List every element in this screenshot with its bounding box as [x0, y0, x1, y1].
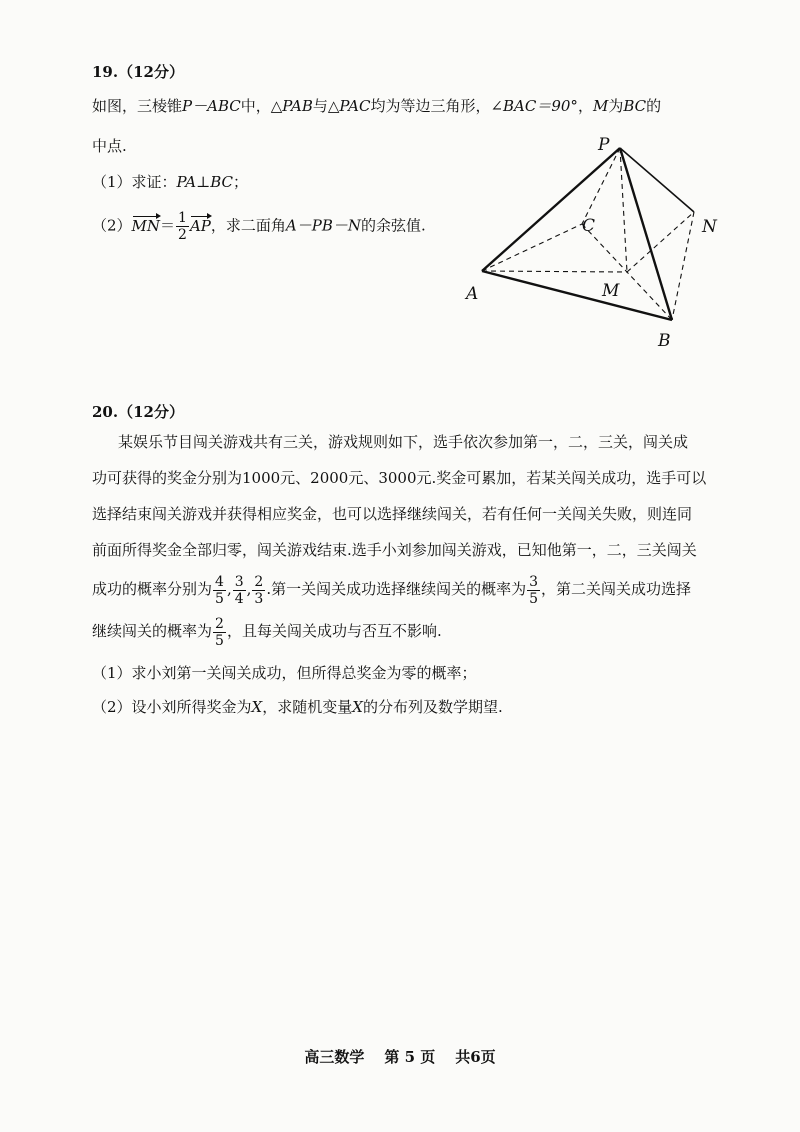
label-m: M — [602, 281, 620, 301]
edge-ab — [482, 271, 672, 320]
q20-text: .第一关闯关成功选择继续闯关的概率为 — [266, 580, 527, 598]
q19-stem-text: 如图，三棱锥 — [92, 97, 183, 115]
q19-segment-bc: BC — [623, 97, 647, 115]
fraction-c1: $\frac{3}{5}$ — [529, 573, 539, 607]
q19-stem-text: 与△ — [312, 97, 340, 115]
q19-part2-text: 的余弦值. — [361, 216, 426, 235]
q19-stem-text: ， — [577, 97, 593, 115]
fraction-p3: $\frac{2}{3}$ — [254, 573, 264, 607]
dihedral-angle: A－PB－N — [285, 216, 361, 235]
q19-part1-end: ； — [232, 173, 248, 191]
page-footer — [0, 1046, 800, 1067]
q19-stem-text: 均为等边三角形，∠ — [370, 97, 504, 115]
separator: , — [246, 580, 252, 598]
footer-subject: 高三数学 — [304, 1048, 365, 1066]
footer-page-number: 第 5 页 — [384, 1048, 436, 1066]
label-a: A — [466, 284, 479, 304]
q20-text: ，第二关闯关成功选择 — [541, 580, 692, 598]
edge-ac — [482, 224, 582, 271]
edge-pa — [482, 148, 620, 271]
edge-mn — [627, 212, 694, 272]
separator: , — [226, 580, 232, 598]
q19-stem-text: 中，△ — [240, 97, 283, 115]
q20-text: 成功的概率分别为 — [92, 580, 213, 598]
equals-sign: ＝ — [160, 216, 176, 235]
edge-pn — [620, 148, 694, 212]
q19-part1-label: （1）求证： — [92, 173, 177, 191]
variable-x: X — [251, 698, 263, 716]
q19-triangle-pac: PAC — [339, 97, 371, 115]
variable-x: X — [352, 698, 363, 716]
q19-header: 19.（12分） — [92, 63, 184, 81]
q19-stem-line2: 中点. — [92, 137, 127, 155]
q20-part2 — [92, 697, 503, 717]
label-c: C — [582, 216, 596, 236]
q19-part1 — [92, 172, 248, 192]
q19-stem-text: 为 — [608, 97, 624, 115]
q19-pyramid-name: P－ABC — [182, 97, 241, 115]
q19-part2-text: ，求二面角 — [210, 216, 286, 235]
vector-mn: MN — [131, 216, 161, 235]
q19-stem-text: 的 — [646, 97, 662, 115]
q19-stem-line1 — [92, 96, 661, 116]
pyramid-figure — [462, 128, 732, 358]
fraction-p1: $\frac{4}{5}$ — [215, 573, 224, 607]
q20-part2-text: 的分布列及数学期望. — [362, 698, 503, 716]
q20-line6 — [92, 614, 442, 649]
edge-pb — [620, 148, 672, 320]
q19-triangle-pab: PAB — [282, 97, 313, 115]
fraction-c2: $\frac{2}{5}$ — [215, 615, 224, 649]
q20-header: 20.（12分） — [92, 403, 184, 421]
footer-total-pages: 共6页 — [455, 1048, 496, 1066]
q20-part2-text: ，求随机变量 — [262, 698, 353, 716]
q20-line5 — [92, 572, 691, 607]
label-b: B — [658, 331, 671, 351]
q20-line2: 功可获得的奖金分别为1000元、2000元、3000元.奖金可累加，若某关闯关成功，选手可以 — [92, 469, 707, 487]
q19-point-m: M — [592, 97, 609, 115]
q20-line3: 选择结束闯关游戏并获得相应奖金，也可以选择继续闯关，若有任何一关闯关失败，则连同 — [92, 505, 693, 523]
q20-part1: （1）求小刘第一关闯关成功，但所得总奖金为零的概率； — [92, 664, 477, 682]
q20-text: 继续闯关的概率为 — [92, 622, 213, 640]
edge-am — [482, 271, 627, 272]
q19-part2-label: （2） — [92, 216, 132, 235]
vector-ap: AP — [189, 216, 211, 235]
q20-text: ，且每关闯关成功与否互不影响. — [226, 622, 442, 640]
q19-part1-math: PA⊥BC — [176, 173, 233, 191]
q19-angle-bac: BAC＝90° — [503, 97, 578, 115]
fraction-one-half: $\frac{1}{2}$ — [178, 210, 187, 243]
fraction-p2: $\frac{3}{4}$ — [234, 573, 244, 607]
q20-line4: 前面所得奖金全部归零，闯关游戏结束.选手小刘参加闯关游戏，已知他第一，二，三关闯关 — [92, 541, 697, 559]
label-p: P — [598, 135, 610, 155]
q20-part2-text: （2）设小刘所得奖金为 — [92, 698, 252, 716]
edge-pc — [582, 148, 620, 224]
q20-line1: 某娱乐节目闯关游戏共有三关，游戏规则如下，选手依次参加第一，二，三关，闯关成 — [118, 433, 689, 451]
label-n: N — [702, 217, 717, 237]
q19-part2 — [92, 210, 426, 243]
